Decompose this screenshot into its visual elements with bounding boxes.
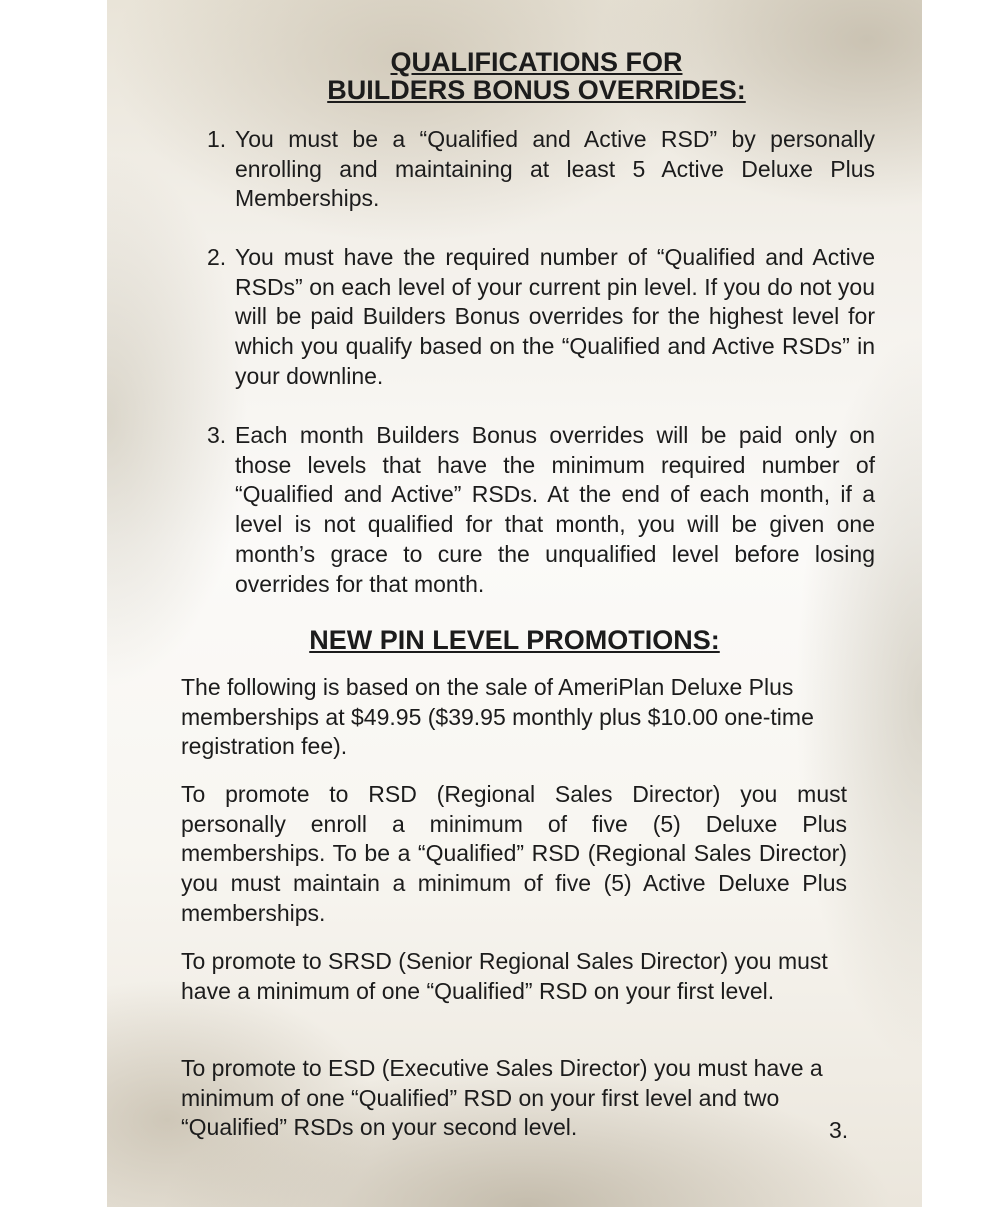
- list-item-text: You must be a “Qualified and Active RSD” by personally enrolling and maintaining at least 5 Active Deluxe Plus Memberships.: [235, 126, 875, 212]
- qualifications-heading-line2: BUILDERS BONUS OVERRIDES:: [327, 75, 746, 105]
- page-number: 3.: [829, 1117, 849, 1143]
- promotion-paragraph: The following is based on the sale of AmeriPlan Deluxe Plus memberships at $49.95 ($39.95 monthly plus $10.00 one-time registration fee).: [181, 674, 814, 760]
- list-item-text: You must have the required number of “Qualified and Active RSDs” on each level of your current pin level. If you do not you will be paid Builders Bonus overrides for the highest level for which you qualify based on the “Qualified and Active RSDs” in your downline.: [235, 244, 875, 389]
- document-page: [107, 0, 922, 1207]
- list-item-number: 3.: [207, 422, 227, 448]
- list-item-number: 1.: [207, 126, 227, 152]
- list-item-text: Each month Builders Bonus overrides will be paid only on those levels that have the minimum required number of “Qualified and Active” RSDs. At the end of each month, if a level is not qualified for that month, you will be given one month’s grace to cure the unqualified level before losing overrides for that month.: [235, 422, 875, 597]
- qualifications-heading: [129, 48, 922, 104]
- promotion-paragraph: To promote to RSD (Regional Sales Director) you must personally enroll a minimum of five (5) Deluxe Plus memberships. To be a “Qualified” RSD (Regional Sales Director) you must maintain a minimum of five (5) Active Deluxe Plus memberships.: [181, 781, 847, 926]
- qualifications-heading-line1: QUALIFICATIONS FOR: [390, 47, 683, 77]
- promotion-paragraph: To promote to ESD (Executive Sales Director) you must have a minimum of one “Qualified” RSD on your first level and two “Qualified” RSDs on your second level.: [181, 1055, 823, 1141]
- promotion-paragraph: To promote to SRSD (Senior Regional Sales Director) you must have a minimum of one “Qualified” RSD on your first level.: [181, 948, 828, 1004]
- promotions-heading: NEW PIN LEVEL PROMOTIONS:: [309, 625, 720, 655]
- list-item: [207, 125, 875, 214]
- list-item: [207, 421, 875, 599]
- list-item-number: 2.: [207, 244, 227, 270]
- list-item: [207, 243, 875, 392]
